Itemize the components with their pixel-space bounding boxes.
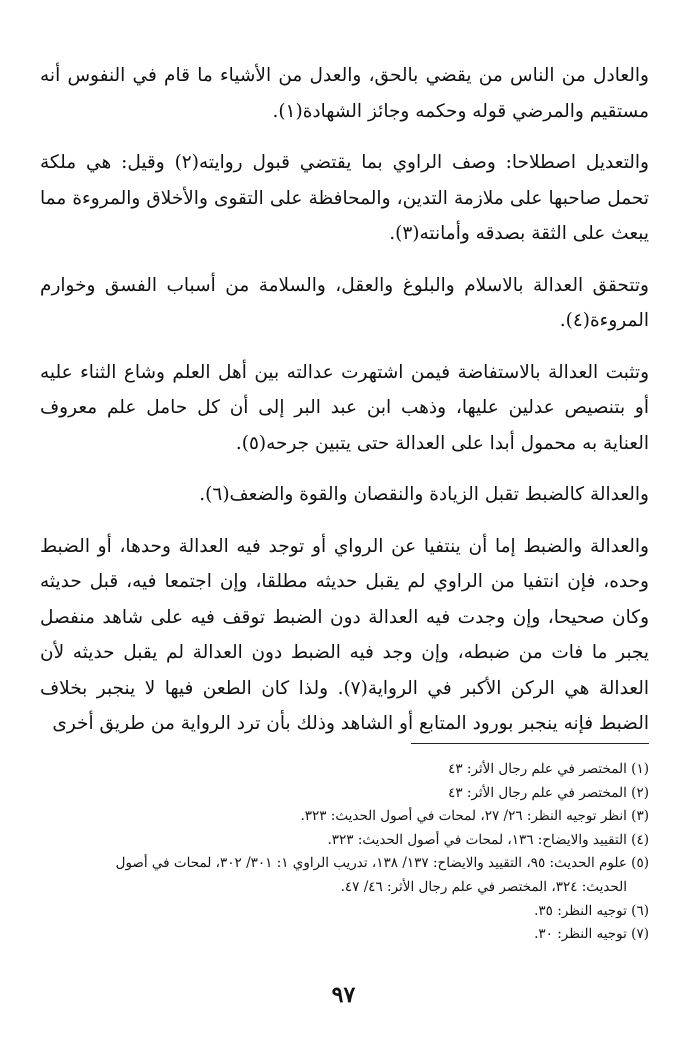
footnote-3: (٣) انظر توجيه النظر: ٢٦/ ٢٧، لمحات في أصول الحديث: ٣٢٣. bbox=[300, 808, 649, 825]
footnote-4: (٤) التقييد والايضاح: ١٣٦، لمحات في أصول الحديث: ٣٢٣. bbox=[327, 831, 649, 848]
footnote-6: (٦) توجيه النظر: ٣٥. bbox=[534, 902, 649, 919]
page-number: ٩٧ bbox=[331, 982, 356, 1008]
paragraph-6: والعدالة والضبط إما أن ينتفيا عن الرواي أو توجد فيه العدالة وحدها، أو الضبط وحده، فإن انتفيا من الراوي لم يقبل حديثه مطلقا، وإن اجتمعا فيه، قبل حديثه وكان صحيحا، وإن وجدت فيه العدالة دون الضبط توقف فيه على شاهد منفصل يجبر ما فات من ضبطه، وإن وجد فيه الضبط دون العدالة لم يقبل حديثه لأن العدالة هي الركن الأكبر في الرواية(٧). ولذا كان الطعن فيها لا ينجبر بخلاف الضبط فإنه ينجبر بورود المتابع أو الشاهد وذلك بأن ترد الرواية من طريق أخرى bbox=[40, 535, 649, 734]
paragraph-2: والتعديل اصطلاحا: وصف الراوي بما يقتضي قبول روايته(٢) وقيل: هي ملكة تحمل صاحبها على ملازمة التدين، والمحافظة على التقوى والأخلاق والمروءة مما يبعث على الثقة بصدقه وأمانته(٣). bbox=[40, 152, 649, 244]
footnote-5: (٥) علوم الحديث: ٩٥، التقييد والايضاح: ١٣٧/ ١٣٨، تدريب الراوي ١: ٣٠١/ ٣٠٢، لمحات في أصول bbox=[115, 855, 649, 872]
footnote-1: (١) المختصر في علم رجال الأثر: ٤٣ bbox=[448, 761, 649, 777]
paragraph-5: والعدالة كالضبط تقبل الزيادة والنقصان والقوة والضعف(٦). bbox=[199, 484, 649, 505]
footnote-2: (٢) المختصر في علم رجال الأثر: ٤٣ bbox=[448, 784, 649, 801]
footnote-7: (٧) توجيه النظر: ٣٠. bbox=[534, 926, 649, 943]
main-text bbox=[40, 58, 649, 742]
footnote-5-continuation: الحديث: ٣٢٤، المختصر في علم رجال الأثر: ٤٦/ ٤٧. bbox=[340, 878, 627, 895]
paragraph-3: وتتحقق العدالة بالاسلام والبلوغ والعقل، والسلامة من أسباب الفسق وخوارم المروءة(٤). bbox=[40, 274, 649, 331]
footnote-separator bbox=[411, 743, 649, 744]
paragraph-1: والعادل من الناس من يقضي بالحق، والعدل من الأشياء ما قام في النفوس أنه مستقيم والمرضي قوله وحكمه وجائز الشهادة(١). bbox=[40, 65, 649, 122]
paragraph-4: وتثبت العدالة بالاستفاضة فيمن اشتهرت عدالته بين أهل العلم وشاع الثناء عليه أو بتنصيص عدلين عليها، وذهب ابن عبد البر إلى أن كل حامل علم معروف العناية به محمول أبدا على العدالة حتى يتبين جرحه(٥). bbox=[40, 361, 649, 454]
footnotes bbox=[40, 758, 649, 947]
